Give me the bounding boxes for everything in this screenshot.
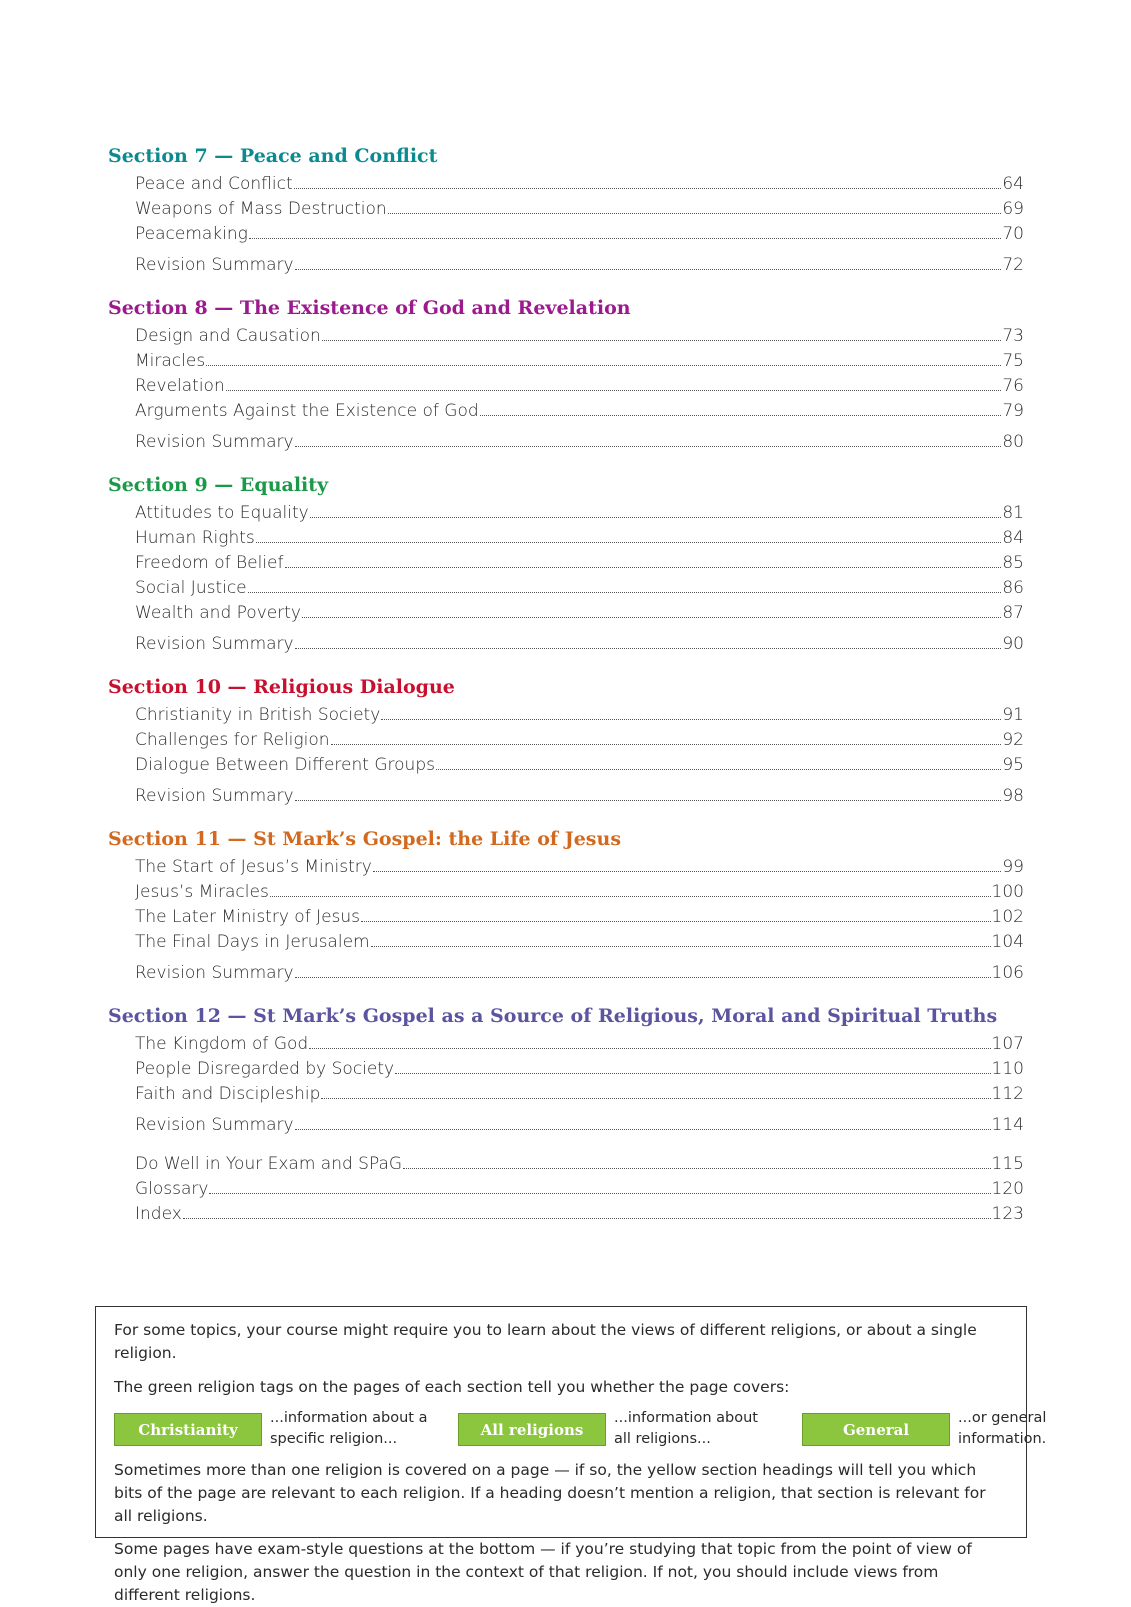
entry-label: Revision Summary (135, 432, 294, 452)
revision-summary-entry (135, 253, 1024, 278)
table-of-contents (108, 140, 1024, 1227)
entry-page-number: 102 (991, 907, 1024, 927)
toc-section (108, 671, 1024, 809)
dot-leader (373, 871, 1002, 872)
entry-page-number: 99 (1002, 857, 1024, 877)
dot-leader (309, 1048, 990, 1049)
entry-label: Attitudes to Equality (135, 503, 309, 523)
toc-entry (135, 880, 1024, 905)
toc-entry (135, 172, 1024, 197)
entry-label: Do Well in Your Exam and SPaG (135, 1154, 403, 1174)
dot-leader (361, 921, 991, 922)
toc-entry (135, 399, 1024, 424)
dot-leader (322, 340, 1002, 341)
dot-leader (206, 365, 1001, 366)
tag-christianity-group (114, 1408, 430, 1450)
dot-leader (381, 719, 1001, 720)
dot-leader (403, 1168, 990, 1169)
toc-entry (135, 703, 1024, 728)
toc-entry (135, 374, 1024, 399)
toc-entry (135, 855, 1024, 880)
section-entries (108, 501, 1024, 657)
revision-summary-entry (135, 961, 1024, 986)
toc-section (108, 1000, 1024, 1138)
section-title: Section 12 — St Mark’s Gospel as a Source of Religious, Moral and Spiritual Truths (108, 1005, 998, 1027)
section-title: Section 11 — St Mark’s Gospel: the Life of Jesus (108, 828, 622, 850)
dot-leader (285, 567, 1002, 568)
entry-label: Revision Summary (135, 1115, 294, 1135)
section-title: Section 8 — The Existence of God and Revelation (108, 297, 631, 319)
dot-leader (321, 1098, 990, 1099)
toc-entry (135, 1082, 1024, 1107)
entry-label: Revision Summary (135, 963, 294, 983)
info-paragraph-2: The green religion tags on the pages of each section tell you whether the page covers: (114, 1378, 790, 1396)
toc-entry (135, 349, 1024, 374)
entry-label: Glossary (135, 1179, 209, 1199)
entry-label: Weapons of Mass Destruction (135, 199, 387, 219)
entry-page-number: 90 (1002, 634, 1024, 654)
sections-list (108, 140, 1024, 1138)
info-paragraph-1: For some topics, your course might require you to learn about the views of different religions, or about a single religion. (114, 1321, 977, 1362)
dot-leader (248, 592, 1002, 593)
entry-page-number: 120 (991, 1179, 1024, 1199)
entry-page-number: 80 (1002, 432, 1024, 452)
toc-section (108, 469, 1024, 657)
toc-entry (135, 324, 1024, 349)
toc-entry (135, 526, 1024, 551)
dot-leader (302, 617, 1001, 618)
entry-page-number: 107 (991, 1034, 1024, 1054)
entry-label: Arguments Against the Existence of God (135, 401, 479, 421)
entry-label: Challenges for Religion (135, 730, 330, 750)
entry-label: Jesus’s Miracles (135, 882, 269, 902)
entry-label: Revision Summary (135, 786, 294, 806)
toc-entry (135, 1202, 1024, 1227)
dot-leader (209, 1193, 990, 1194)
revision-summary-entry (135, 1113, 1024, 1138)
toc-entry (135, 222, 1024, 247)
tag-all-religions-group (458, 1408, 774, 1450)
entry-page-number: 110 (991, 1059, 1024, 1079)
entry-label: Revision Summary (135, 634, 294, 654)
section-entries (108, 1032, 1024, 1138)
dot-leader (310, 517, 1002, 518)
toc-entry (135, 905, 1024, 930)
dot-leader (395, 1073, 990, 1074)
toc-section (108, 140, 1024, 278)
entry-label: The Kingdom of God (135, 1034, 309, 1054)
christianity-tag: Christianity (114, 1413, 262, 1446)
section-title: Section 9 — Equality (108, 474, 329, 496)
entry-page-number: 95 (1002, 755, 1024, 775)
entry-page-number: 76 (1002, 376, 1024, 396)
entry-page-number: 73 (1002, 326, 1024, 346)
entry-label: Revelation (135, 376, 225, 396)
info-paragraph-4: Some pages have exam-style questions at the bottom — if you’re studying that topic from the point of view of only one religion, answer the question in the context of that religion. If not, you should include views from different religions. (114, 1540, 972, 1604)
section-title: Section 10 — Religious Dialogue (108, 676, 455, 698)
entry-page-number: 87 (1002, 603, 1024, 623)
entry-page-number: 92 (1002, 730, 1024, 750)
section-title: Section 7 — Peace and Conflict (108, 145, 438, 167)
dot-leader (183, 1218, 991, 1219)
entry-page-number: 114 (991, 1115, 1024, 1135)
entry-page-number: 70 (1002, 224, 1024, 244)
entry-page-number: 81 (1002, 503, 1024, 523)
dot-leader (295, 977, 991, 978)
entry-label: Freedom of Belief (135, 553, 284, 573)
entry-label: Revision Summary (135, 255, 294, 275)
toc-entry (135, 728, 1024, 753)
dot-leader (249, 238, 1002, 239)
tag-general-group (802, 1408, 1118, 1450)
dot-leader (256, 542, 1002, 543)
revision-summary-entry (135, 632, 1024, 657)
toc-entry (135, 197, 1024, 222)
entry-page-number: 112 (991, 1084, 1024, 1104)
entry-label: Peacemaking (135, 224, 248, 244)
entry-page-number: 72 (1002, 255, 1024, 275)
entry-label: Miracles (135, 351, 206, 371)
entry-page-number: 100 (991, 882, 1024, 902)
toc-entry (135, 930, 1024, 955)
section-entries (108, 855, 1024, 986)
entry-label: Wealth and Poverty (135, 603, 301, 623)
entry-label: Peace and Conflict (135, 174, 293, 194)
entry-page-number: 123 (991, 1204, 1024, 1224)
dot-leader (295, 269, 1002, 270)
dot-leader (295, 446, 1002, 447)
all-religions-tag: All religions (458, 1413, 606, 1446)
dot-leader (436, 769, 1001, 770)
toc-entry (135, 501, 1024, 526)
revision-summary-entry (135, 430, 1024, 455)
toc-entry (135, 1032, 1024, 1057)
dot-leader (295, 648, 1002, 649)
entry-page-number: 79 (1002, 401, 1024, 421)
toc-entry (135, 551, 1024, 576)
entry-page-number: 106 (991, 963, 1024, 983)
entry-page-number: 75 (1002, 351, 1024, 371)
religion-tags (114, 1407, 1047, 1451)
toc-entry (135, 576, 1024, 601)
toc-entry (135, 1152, 1024, 1177)
toc-entry (135, 1057, 1024, 1082)
section-entries (108, 324, 1024, 455)
entry-label: The Start of Jesus’s Ministry (135, 857, 372, 877)
entry-label: Human Rights (135, 528, 255, 548)
entry-page-number: 64 (1002, 174, 1024, 194)
christianity-tag-description: ...information about a specific religion... (270, 1410, 428, 1447)
section-entries (108, 703, 1024, 809)
toc-entry (135, 601, 1024, 626)
section-entries (108, 172, 1024, 278)
dot-leader (295, 800, 1002, 801)
toc-section (108, 823, 1024, 986)
entry-label: Social Justice (135, 578, 247, 598)
dot-leader (226, 390, 1002, 391)
entry-page-number: 104 (991, 932, 1024, 952)
entry-page-number: 91 (1002, 705, 1024, 725)
entry-label: Dialogue Between Different Groups (135, 755, 435, 775)
entry-page-number: 85 (1002, 553, 1024, 573)
entry-page-number: 86 (1002, 578, 1024, 598)
dot-leader (270, 896, 991, 897)
toc-entry (135, 753, 1024, 778)
entry-label: The Later Ministry of Jesus (135, 907, 361, 927)
entry-label: The Final Days in Jerusalem (135, 932, 370, 952)
toc-entry (135, 1177, 1024, 1202)
revision-summary-entry (135, 784, 1024, 809)
entry-label: Christianity in British Society (135, 705, 381, 725)
dot-leader (295, 1129, 991, 1130)
religion-info-box (95, 1306, 1047, 1604)
general-tag: General (802, 1413, 950, 1446)
entry-page-number: 115 (991, 1154, 1024, 1174)
entry-label: Design and Causation (135, 326, 321, 346)
entry-label: People Disregarded by Society (135, 1059, 395, 1079)
info-paragraph-3: Sometimes more than one religion is covered on a page — if so, the yellow section headings will tell you which bits of the page are relevant to each religion. If a heading doesn’t mention a religion, that section is relevant for all religions. (114, 1461, 986, 1525)
dot-leader (294, 188, 1002, 189)
toc-section (108, 292, 1024, 455)
dot-leader (480, 415, 1002, 416)
all-religions-tag-description: ...information about all religions... (614, 1410, 758, 1447)
entry-page-number: 84 (1002, 528, 1024, 548)
entry-page-number: 69 (1002, 199, 1024, 219)
entry-label: Index (135, 1204, 182, 1224)
general-tag-description: ...or general information. (958, 1410, 1047, 1447)
dot-leader (388, 213, 1002, 214)
dot-leader (331, 744, 1002, 745)
extras-list (108, 1152, 1024, 1227)
dot-leader (371, 946, 991, 947)
entry-label: Faith and Discipleship (135, 1084, 321, 1104)
entry-page-number: 98 (1002, 786, 1024, 806)
